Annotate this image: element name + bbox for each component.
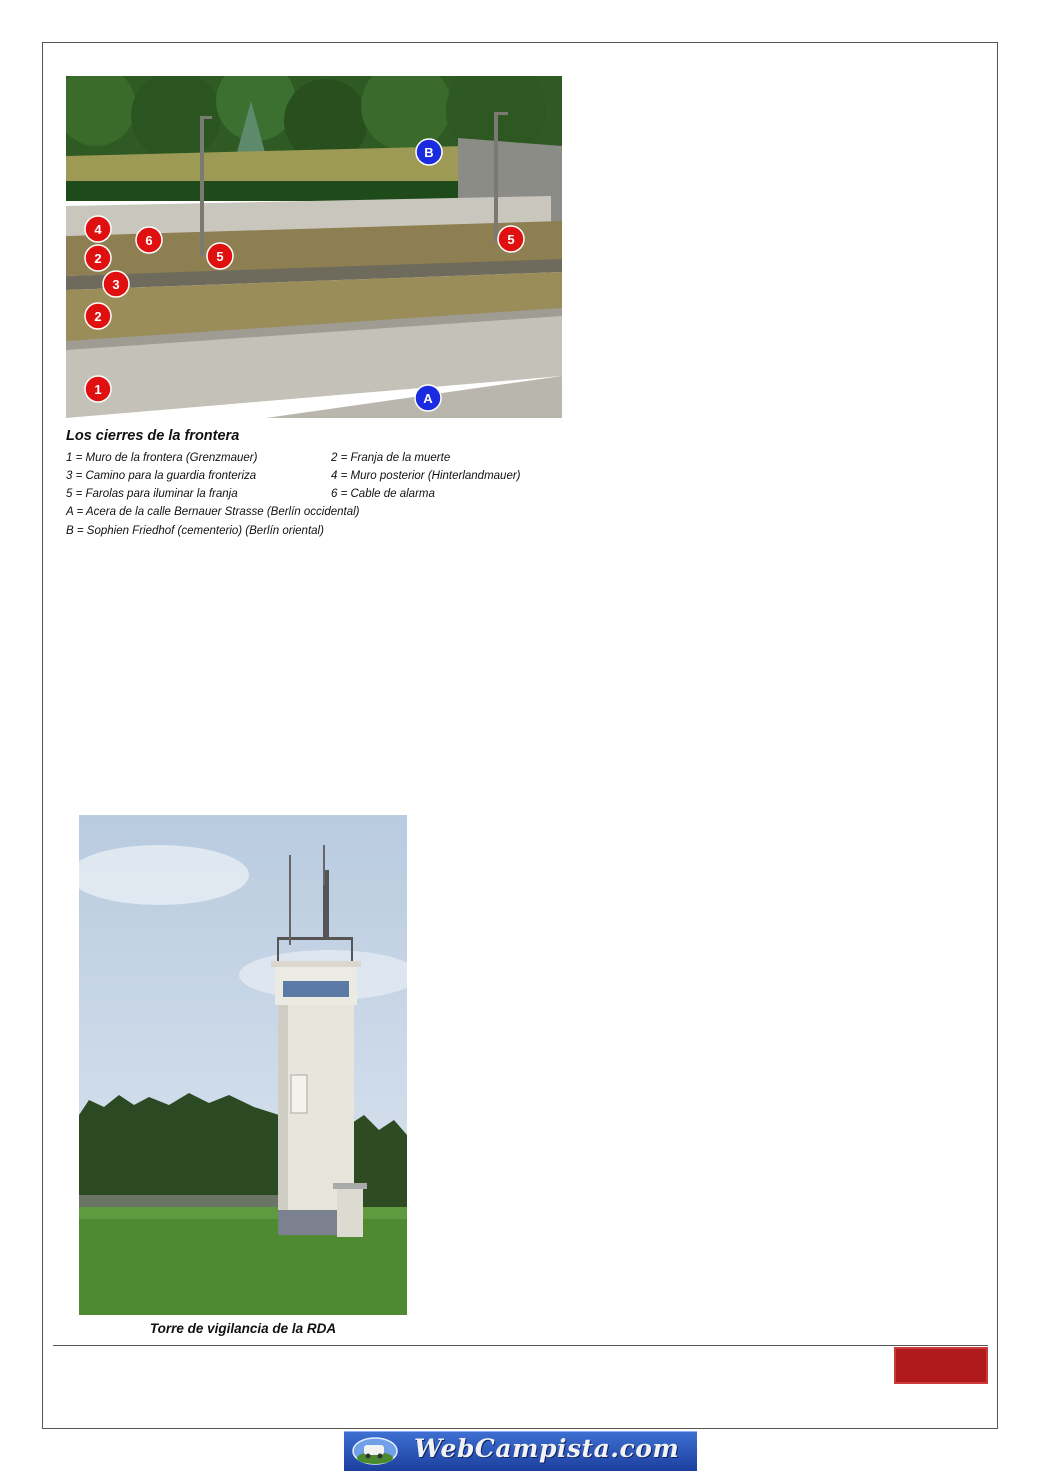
- figure2-caption: Torre de vigilancia de la RDA: [149, 1321, 337, 1336]
- marker-a: [415, 385, 441, 411]
- svg-text:2: 2: [94, 251, 102, 266]
- marker-2-upper: [85, 245, 111, 271]
- page-number-tab: [894, 1347, 988, 1384]
- marker-b: [416, 139, 442, 165]
- border-strip-photo: [66, 76, 562, 418]
- marker-6: [136, 227, 162, 253]
- marker-3: [103, 271, 129, 297]
- svg-text:B: B: [424, 145, 434, 160]
- svg-text:5: 5: [216, 249, 224, 264]
- legend-item-1: 1 = Muro de la frontera (Grenzmauer): [66, 452, 258, 464]
- marker-5-left: [207, 243, 233, 269]
- footer-rule: [53, 1345, 988, 1346]
- banner-text: WebCampista.com: [414, 1434, 680, 1463]
- svg-text:A: A: [423, 391, 433, 406]
- campervan-logo-icon: [352, 1436, 398, 1466]
- svg-text:6: 6: [145, 233, 153, 248]
- marker-1: [85, 376, 111, 402]
- legend-item-5: 5 = Farolas para iluminar la franja: [66, 488, 238, 500]
- legend-item-6: 6 = Cable de alarma: [331, 488, 435, 500]
- svg-text:3: 3: [112, 277, 120, 292]
- svg-text:2: 2: [94, 309, 102, 324]
- legend-item-b: B = Sophien Friedhof (cementerio) (Berlín oriental): [66, 525, 324, 537]
- marker-2-lower: [85, 303, 111, 329]
- svg-text:5: 5: [507, 232, 515, 247]
- webcampista-banner[interactable]: [344, 1431, 697, 1471]
- svg-text:1: 1: [94, 382, 102, 397]
- marker-5-right: [498, 226, 524, 252]
- legend-item-2: 2 = Franja de la muerte: [331, 452, 451, 464]
- legend-item-3: 3 = Camino para la guardia fronteriza: [66, 470, 257, 482]
- legend-item-a: A = Acera de la calle Bernauer Strasse (Berlín occidental): [66, 506, 360, 518]
- watchtower-photo: [79, 815, 407, 1315]
- svg-text:4: 4: [94, 222, 102, 237]
- marker-4: [85, 216, 111, 242]
- legend-item-4: 4 = Muro posterior (Hinterlandmauer): [331, 470, 521, 482]
- figure1-title: Los cierres de la frontera: [66, 428, 240, 444]
